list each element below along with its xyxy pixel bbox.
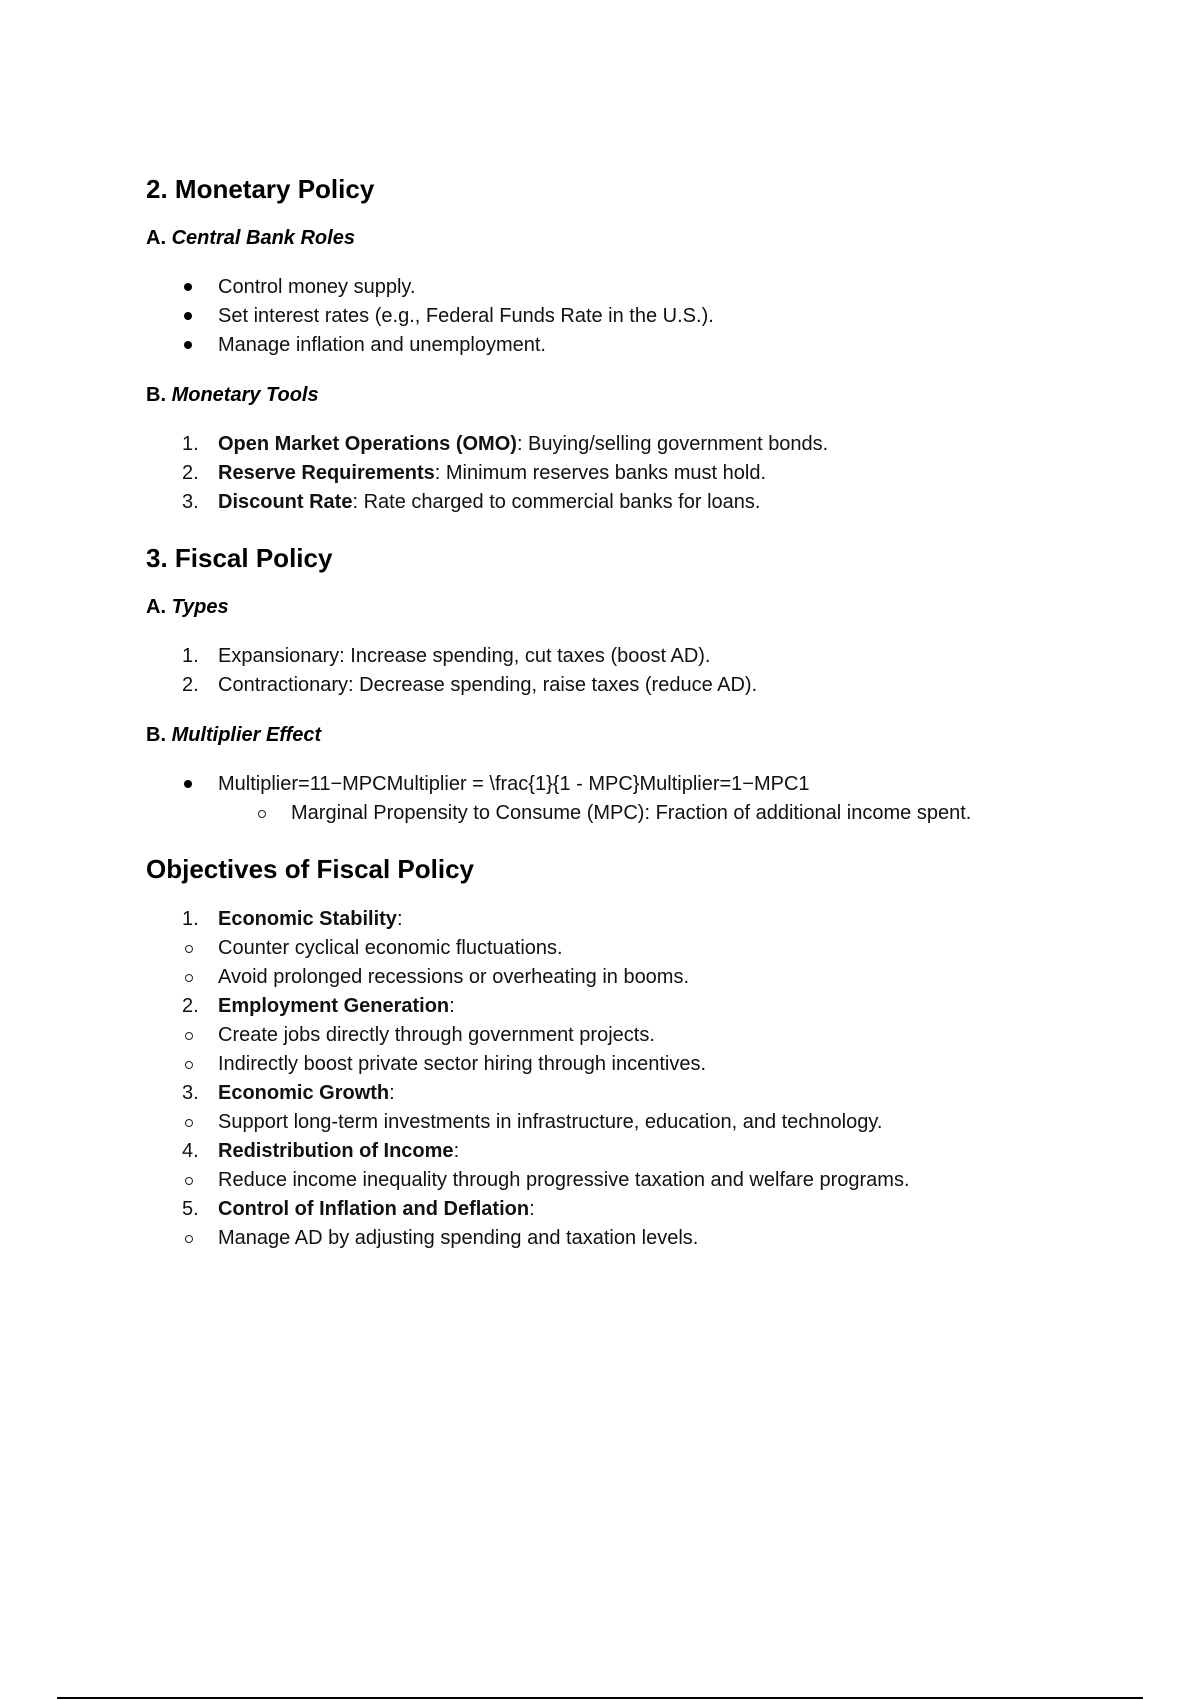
bullet-icon <box>184 780 192 788</box>
list-item-desc: : Minimum reserves banks must hold. <box>434 462 767 484</box>
subheading-central-bank-roles <box>146 224 1106 252</box>
list-number: 2. <box>182 462 199 484</box>
list-item-term: Discount Rate <box>218 491 353 513</box>
sub-list-item <box>218 1224 1106 1253</box>
list-item <box>146 430 1106 459</box>
subheading-types <box>146 593 1106 621</box>
multiplier-list <box>146 770 1106 799</box>
subheading-title: Types <box>171 596 229 618</box>
objective-sub-list <box>218 1108 1106 1137</box>
sub-list-item-text: Marginal Propensity to Consume (MPC): Fraction of additional income spent. <box>291 802 972 824</box>
objective-term: Economic Stability <box>218 908 397 930</box>
sub-list-item <box>218 934 1106 963</box>
sub-list-item-text: Create jobs directly through government projects. <box>218 1024 655 1046</box>
sub-list-item-text: Indirectly boost private sector hiring through incentives. <box>218 1053 707 1075</box>
multiplier-formula: Multiplier=11−MPCMultiplier = \frac{1}{1 - MPC}Multiplier=1−MPC1 <box>218 773 810 795</box>
objective-item <box>146 992 1106 1079</box>
hollow-bullet-icon <box>258 810 266 818</box>
sub-list-item <box>218 1166 1106 1195</box>
list-item-term: Open Market Operations (OMO) <box>218 433 517 455</box>
objective-sub-list <box>218 934 1106 992</box>
list-number: 3. <box>182 1082 199 1104</box>
subheading-monetary-tools <box>146 381 1106 409</box>
page-bottom-rule <box>57 1697 1143 1699</box>
bullet-icon <box>184 341 192 349</box>
sub-list-item <box>218 1108 1106 1137</box>
objectives-list <box>146 905 1106 1253</box>
sub-list-item-text: Support long-term investments in infrastructure, education, and technology. <box>218 1111 883 1133</box>
hollow-bullet-icon <box>185 945 193 953</box>
list-number: 3. <box>182 491 199 513</box>
hollow-bullet-icon <box>185 1119 193 1127</box>
sub-list-item <box>218 1050 1106 1079</box>
section-heading-objectives: Objectives of Fiscal Policy <box>146 854 475 884</box>
objective-term: Redistribution of Income <box>218 1140 454 1162</box>
multiplier-sub-list <box>146 799 1106 828</box>
list-item <box>146 488 1106 517</box>
objective-item <box>146 1079 1106 1137</box>
subheading-title: Central Bank Roles <box>171 227 355 249</box>
objective-sub-list <box>218 1166 1106 1195</box>
list-item <box>146 671 1106 700</box>
list-number: 1. <box>182 645 199 667</box>
list-number: 4. <box>182 1140 199 1162</box>
sub-list-item-text: Avoid prolonged recessions or overheating in booms. <box>218 966 690 988</box>
list-number: 1. <box>182 433 199 455</box>
hollow-bullet-icon <box>185 1235 193 1243</box>
bullet-icon <box>184 312 192 320</box>
list-item <box>146 642 1106 671</box>
subheading-title: Multiplier Effect <box>171 724 322 746</box>
list-item <box>146 273 1106 302</box>
list-item <box>146 770 1106 799</box>
subheading-prefix: A. <box>146 596 172 618</box>
objective-colon: : <box>453 1140 460 1162</box>
sub-list-item-text: Reduce income inequality through progressive taxation and welfare programs. <box>218 1169 910 1191</box>
list-item-text: Expansionary: Increase spending, cut taxes (boost AD). <box>218 645 711 667</box>
subheading-multiplier-effect <box>146 721 1106 749</box>
list-item <box>146 331 1106 360</box>
sub-list-item-text: Manage AD by adjusting spending and taxation levels. <box>218 1227 699 1249</box>
subheading-prefix: A. <box>146 227 172 249</box>
list-item-text: Control money supply. <box>218 276 416 298</box>
objective-term: Employment Generation <box>218 995 450 1017</box>
sub-list-item <box>218 963 1106 992</box>
document-page <box>146 172 1106 1253</box>
list-item-desc: : Buying/selling government bonds. <box>516 433 829 455</box>
monetary-tools-list <box>146 430 1106 517</box>
list-number: 2. <box>182 674 199 696</box>
objective-item <box>146 1137 1106 1195</box>
objective-item <box>146 905 1106 992</box>
subheading-title: Monetary Tools <box>171 384 319 406</box>
objective-sub-list <box>218 1021 1106 1079</box>
list-item-text: Set interest rates (e.g., Federal Funds Rate in the U.S.). <box>218 305 714 327</box>
objective-colon: : <box>449 995 455 1017</box>
subheading-prefix: B. <box>146 724 172 746</box>
objective-term: Economic Growth <box>218 1082 390 1104</box>
list-item <box>146 459 1106 488</box>
hollow-bullet-icon <box>185 1177 193 1185</box>
objective-colon: : <box>396 908 403 930</box>
central-bank-roles-list <box>146 273 1106 360</box>
objective-colon: : <box>529 1198 535 1220</box>
objective-term: Control of Inflation and Deflation <box>218 1198 530 1220</box>
objective-item <box>146 1195 1106 1253</box>
sub-list-item <box>146 799 1106 828</box>
list-item-text: Contractionary: Decrease spending, raise taxes (reduce AD). <box>218 674 758 696</box>
list-number: 1. <box>182 908 199 930</box>
list-item-desc: : Rate charged to commercial banks for loans. <box>352 491 761 513</box>
list-item-term: Reserve Requirements <box>218 462 435 484</box>
bullet-icon <box>184 283 192 291</box>
types-list <box>146 642 1106 700</box>
list-number: 5. <box>182 1198 199 1220</box>
section-heading-fiscal-policy: 3. Fiscal Policy <box>146 543 333 573</box>
hollow-bullet-icon <box>185 974 193 982</box>
hollow-bullet-icon <box>185 1061 193 1069</box>
list-item <box>146 302 1106 331</box>
list-number: 2. <box>182 995 199 1017</box>
section-heading-monetary-policy: 2. Monetary Policy <box>146 174 375 204</box>
sub-list-item-text: Counter cyclical economic fluctuations. <box>218 937 563 959</box>
list-item-text: Manage inflation and unemployment. <box>218 334 546 356</box>
hollow-bullet-icon <box>185 1032 193 1040</box>
objective-sub-list <box>218 1224 1106 1253</box>
sub-list-item <box>218 1021 1106 1050</box>
objective-colon: : <box>389 1082 395 1104</box>
subheading-prefix: B. <box>146 384 172 406</box>
